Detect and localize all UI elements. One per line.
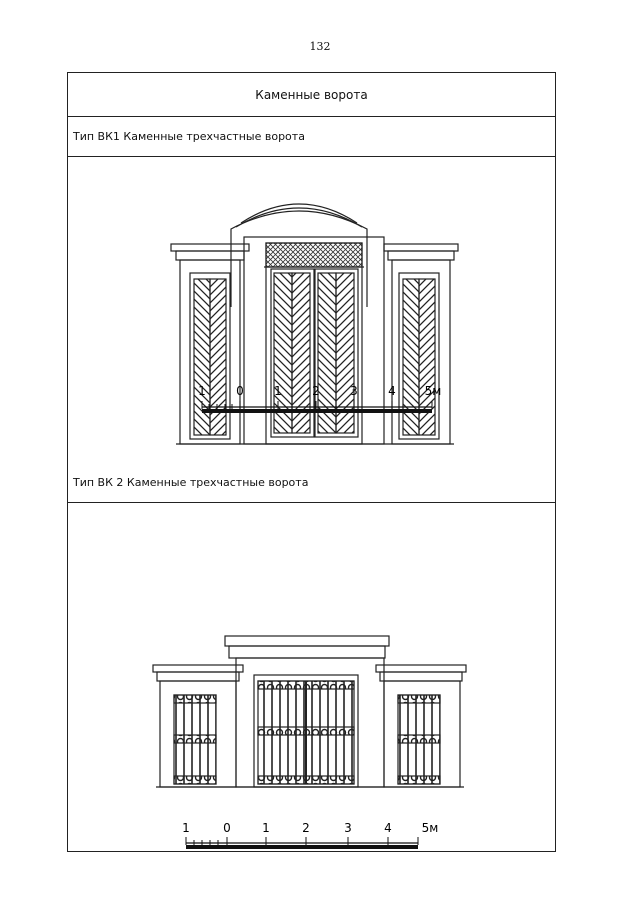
table-title: Каменные ворота — [68, 73, 555, 117]
scale-label: 5м — [424, 384, 442, 398]
scale-label: 3 — [344, 821, 352, 835]
scale-label: 1 — [262, 821, 270, 835]
gate-vk2-figure — [68, 503, 555, 853]
scale-label: 1 — [274, 384, 282, 398]
gate-vk1-drawing — [68, 157, 557, 463]
scale-label: 0 — [223, 821, 231, 835]
gates-table — [67, 72, 556, 852]
section-caption-vk1: Тип ВК1 Каменные трехчастные ворота — [68, 117, 555, 157]
scale-label: 2 — [312, 384, 320, 398]
section-caption-vk2: Тип ВК 2 Каменные трехчастные ворота — [68, 463, 555, 503]
page-number: 132 — [309, 40, 331, 53]
scale-label: 3 — [350, 384, 358, 398]
gate-vk1-figure — [68, 157, 555, 463]
scale-label: 1 — [198, 384, 206, 398]
scale-label: 5м — [421, 821, 439, 835]
scale-label: 2 — [302, 821, 310, 835]
scale-label: 1 — [182, 821, 190, 835]
scale-label: 0 — [236, 384, 244, 398]
scale-label: 4 — [384, 821, 392, 835]
scale-bar-vk2 — [182, 821, 438, 849]
scale-label: 4 — [388, 384, 396, 398]
gate-vk2-drawing — [68, 503, 557, 853]
